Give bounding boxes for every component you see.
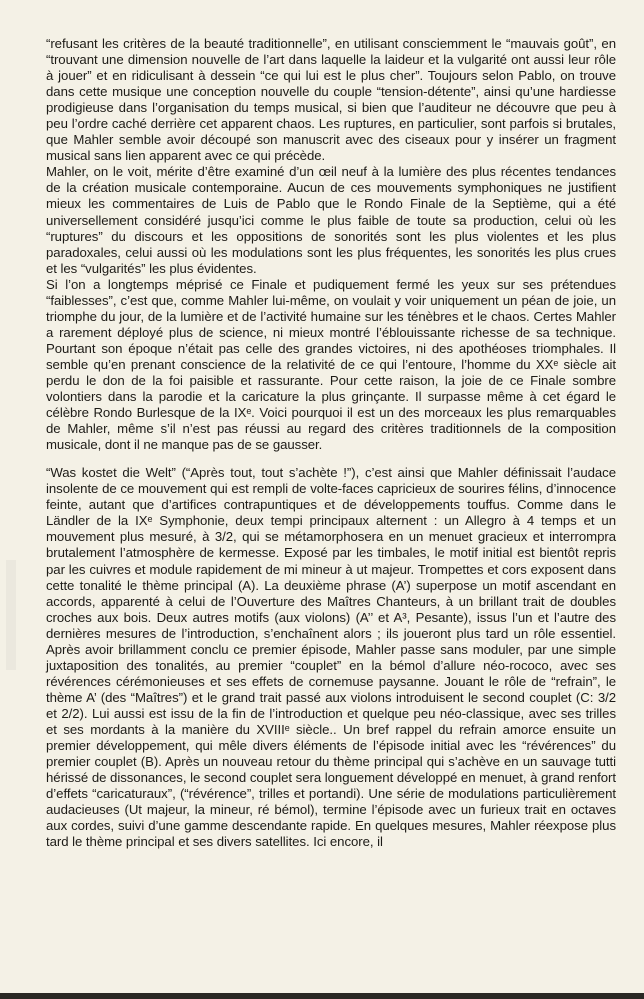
- scan-shadow: [6, 560, 16, 670]
- document-page: [46, 36, 616, 850]
- paragraph-2: Mahler, on le voit, mérite d’être examiné d’un œil neuf à la lumière des plus récentes tendances de la création musicale contemporaine. Aucun de ces mouvements symphoniques ne justifient mieux les commentaires de Luis de Pablo que le Rondo Finale de la Septième, qui a été universellement considéré jusqu’ici comme le plus faible de toute sa production, celui où les “ruptures” du discours et les oppositions de sonorités sont les plus violentes et les plus paradoxales, celui aussi où les modulations sont les plus fréquentes, les sonorités les plus crues et les “vulgarités” les plus évidentes.: [46, 164, 616, 276]
- paragraph-3: Si l’on a longtemps méprisé ce Finale et pudiquement fermé les yeux sur ses prétendues “faiblesses”, c’est que, comme Mahler lui-même, on voulait y voir uniquement un péan de joie, un triomphe du jour, de la lumière et de l’activité humaine sur les ténèbres et le chaos. Certes Mahler a rarement déployé plus de science, ni mieux montré l’éblouissante richesse de sa technique. Pourtant son époque n’était pas celle des grandes victoires, ni des apothéoses triomphales. Il semble qu’en prenant conscience de la relativité de ce qui l’entoure, l’homme du XXᵉ siècle ait perdu le don de la foi paisible et rassurante. Pour cette raison, la joie de ce Finale sombre volontiers dans la parodie et la caricature la plus grinçante. Il surpasse même à cet égard le célèbre Rondo Burlesque de la IXᵉ. Voici pourquoi il est un des morceaux les plus remarquables de Mahler, même s’il n’est pas réussi au regard des critères traditionnels de la composition musicale, dont il ne manque pas de se gausser.: [46, 276, 616, 453]
- paragraph-1: “refusant les critères de la beauté traditionnelle”, en utilisant consciemment le “mauvais goût”, en “trouvant une dimension nouvelle de l’art dans laquelle la laideur et la vulgarité ont aussi leur rôle à jouer” et en ridiculisant à dessein “ce qui lui est le plus cher”. Toujours selon Pablo, on trouve dans cette musique une conception nouvelle du couple “tension-détente”, ainsi qu’une hardiesse prodigieuse dans l’organisation du temps musical, si bien que l’auditeur ne découvre que peu à peu l’ordre caché derrière cet apparent chaos. Les ruptures, en particulier, sont parfois si brutales, que Mahler semble avoir découpé son manuscrit avec des ciseaux pour y insérer un fragment musical sans lien apparent avec ce qui précède.: [46, 36, 616, 164]
- page-bottom-edge: [0, 993, 644, 999]
- paragraph-4: “Was kostet die Welt” (“Après tout, tout s’achète !”), c’est ainsi que Mahler définissait l’audace insolente de ce mouvement qui est rempli de volte-faces capricieux de sourires félins, d’innocence feinte, autant que d’artifices contrapuntiques et de développements touffus. Comme dans le Ländler de la IXᵉ Symphonie, deux tempi principaux alternent : un Allegro à 4 temps et un mouvement plus mesuré, à 3/2, qui se métamorphosera en un menuet gracieux et interrompra brutalement l’atmosphère de kermesse. Exposé par les timbales, le motif initial est bientôt repris par les cuivres et module rapidement de mi mineur à ut majeur. Trompettes et cors exposent dans cette tonalité le thème principal (A). La deuxième phrase (A’) superpose un motif ascendant en accords, apparenté à celui de l’Ouverture des Maîtres Chanteurs, à un brillant trait de doubles croches aux bois. Deux autres motifs (aux violons) (A’’ et A³, Pesante), issus l’un et l’autre des dernières mesures de l’introduction, s’enchaînent alors ; ils joueront plus tard un rôle essentiel. Après avoir brillamment conclu ce premier épisode, Mahler passe sans moduler, par une simple juxtaposition des tonalités, au premier “couplet” en la bémol d’allure néo-rococo, avec ses révérences cérémonieuses et ses effets de cornemuse paysanne. Jouant le rôle de “refrain”, le thème A’ (des “Maîtres”) et le grand trait passé aux violons introduisent le second couplet (C: 3/2 et 2/2). Lui aussi est issu de la fin de l’introduction et quelque peu néo-classique, avec ses trilles et ses mordants à la manière du XVIIIᵉ siècle.. Un bref rappel du refrain amorce ensuite un premier développement, qui mêle divers éléments de l’épisode initial avec les “révérences” du premier couplet (B). Après un nouveau retour du thème principal qui s’achève en un sauvage tutti hérissé de dissonances, le second couplet sera longuement développé en menuet, à grand renfort d’effets “caricaturaux”, (“révérence”, trilles et portandi). Une série de modulations particulièrement audacieuses (Ut majeur, la mineur, ré bémol), termine l’épisode avec un furieux trait en octaves aux cordes, suivi d’une gamme descendante rapide. En quelques mesures, Mahler réexpose plus tard le thème principal et ses divers satellites. Ici encore, il: [46, 465, 616, 850]
